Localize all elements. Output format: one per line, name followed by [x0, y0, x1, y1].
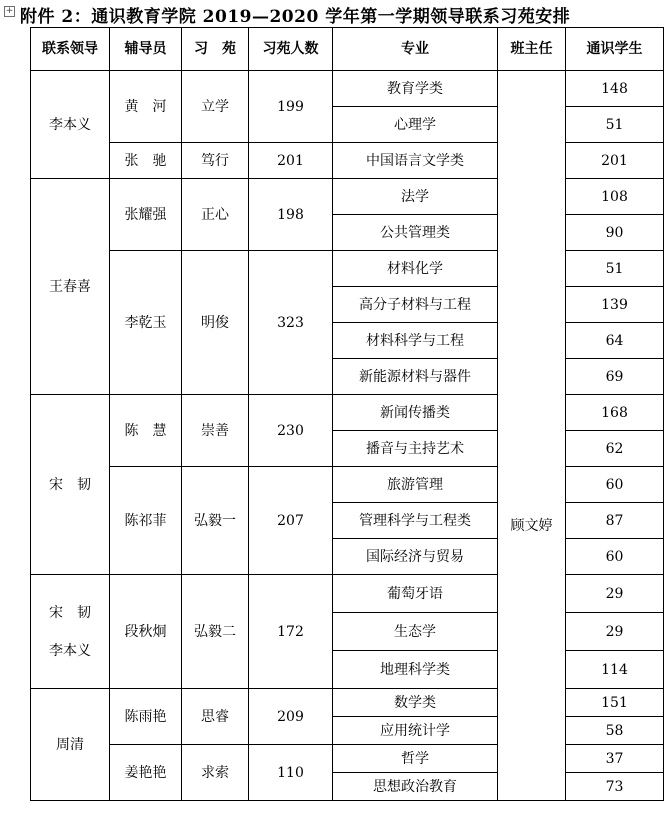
- house-count-cell: 207: [249, 467, 333, 575]
- major-cell: 中国语言文学类: [333, 143, 498, 179]
- major-cell: 数学类: [333, 689, 498, 717]
- students-cell: 60: [566, 539, 664, 575]
- students-cell: 58: [566, 717, 664, 745]
- major-cell: 材料科学与工程: [333, 323, 498, 359]
- head-teacher-name: 顾文婷: [510, 517, 553, 534]
- students-cell: 108: [566, 179, 664, 215]
- counselor-cell: 陈祁菲: [110, 467, 182, 575]
- header-house: 习 苑: [182, 28, 249, 71]
- counselor-cell: 姜艳艳: [110, 745, 182, 801]
- house-cell: 思睿: [182, 689, 249, 745]
- students-cell: 60: [566, 467, 664, 503]
- leader-name: 李本义: [49, 642, 91, 659]
- students-cell: 90: [566, 215, 664, 251]
- major-cell: 思想政治教育: [333, 773, 498, 801]
- students-cell: 148: [566, 71, 664, 107]
- house-count-cell: 201: [249, 143, 333, 179]
- house-count-cell: 323: [249, 251, 333, 395]
- house-cell: 崇善: [182, 395, 249, 467]
- major-cell: 新闻传播类: [333, 395, 498, 431]
- major-cell: 生态学: [333, 613, 498, 651]
- major-cell: 地理科学类: [333, 651, 498, 689]
- counselor-cell: 张 驰: [110, 143, 182, 179]
- students-cell: 168: [566, 395, 664, 431]
- header-students: 通识学生: [566, 28, 664, 71]
- house-cell: 弘毅一: [182, 467, 249, 575]
- students-cell: 51: [566, 251, 664, 287]
- house-cell: 弘毅二: [182, 575, 249, 689]
- table-row: [31, 143, 664, 179]
- students-cell: 151: [566, 689, 664, 717]
- major-cell: 公共管理类: [333, 215, 498, 251]
- house-cell: 正心: [182, 179, 249, 251]
- table-row: [31, 251, 664, 287]
- major-cell: 教育学类: [333, 71, 498, 107]
- header-major: 专业: [333, 28, 498, 71]
- table-row: [31, 179, 664, 215]
- students-cell: 37: [566, 745, 664, 773]
- students-cell: 29: [566, 575, 664, 613]
- house-count-cell: 198: [249, 179, 333, 251]
- table-row: [31, 689, 664, 717]
- counselor-cell: 陈雨艳: [110, 689, 182, 745]
- major-cell: 新能源材料与器件: [333, 359, 498, 395]
- counselor-cell: 李乾玉: [110, 251, 182, 395]
- table-move-handle-icon[interactable]: +: [5, 6, 14, 16]
- leader-cell: 李本义: [31, 71, 110, 179]
- table-row: [31, 467, 664, 503]
- major-cell: 哲学: [333, 745, 498, 773]
- students-cell: 69: [566, 359, 664, 395]
- major-cell: 播音与主持艺术: [333, 431, 498, 467]
- table-row: [31, 71, 664, 107]
- counselor-cell: 张耀强: [110, 179, 182, 251]
- students-cell: 87: [566, 503, 664, 539]
- leader-name: 宋 韧: [49, 604, 91, 621]
- table-row: [31, 395, 664, 431]
- students-cell: 62: [566, 431, 664, 467]
- house-cell: 笃行: [182, 143, 249, 179]
- header-head-teacher: 班主任: [498, 28, 566, 71]
- house-count-cell: 110: [249, 745, 333, 801]
- house-count-cell: 230: [249, 395, 333, 467]
- major-cell: 材料化学: [333, 251, 498, 287]
- major-cell: 葡萄牙语: [333, 575, 498, 613]
- house-cell: 明俊: [182, 251, 249, 395]
- house-count-cell: 172: [249, 575, 333, 689]
- table-row: [31, 575, 664, 613]
- students-cell: 114: [566, 651, 664, 689]
- students-cell: 64: [566, 323, 664, 359]
- students-cell: 201: [566, 143, 664, 179]
- major-cell: 心理学: [333, 107, 498, 143]
- counselor-cell: 段秋炯: [110, 575, 182, 689]
- leader-cell: 王春喜: [31, 179, 110, 395]
- house-cell: 立学: [182, 71, 249, 143]
- counselor-cell: 黄 河: [110, 71, 182, 143]
- house-count-cell: 209: [249, 689, 333, 745]
- leader-cell: 宋 韧: [31, 395, 110, 575]
- students-cell: 73: [566, 773, 664, 801]
- header-house-count: 习苑人数: [249, 28, 333, 71]
- major-cell: 国际经济与贸易: [333, 539, 498, 575]
- major-cell: 高分子材料与工程: [333, 287, 498, 323]
- table-row: [31, 745, 664, 773]
- counselor-cell: 陈 慧: [110, 395, 182, 467]
- leader-cell: 周清: [31, 689, 110, 801]
- major-cell: 管理科学与工程类: [333, 503, 498, 539]
- house-cell: 求索: [182, 745, 249, 801]
- students-cell: 139: [566, 287, 664, 323]
- house-count-cell: 199: [249, 71, 333, 143]
- header-counselor: 辅导员: [110, 28, 182, 71]
- major-cell: 应用统计学: [333, 717, 498, 745]
- table-header-row: [31, 28, 664, 71]
- page-title: 附件 2：通识教育学院 2019—2020 学年第一学期领导联系习苑安排: [20, 7, 571, 27]
- head-teacher-cell: [498, 71, 566, 801]
- major-cell: 法学: [333, 179, 498, 215]
- students-cell: 29: [566, 613, 664, 651]
- header-leader: 联系领导: [31, 28, 110, 71]
- leader-cell: [31, 575, 110, 689]
- major-cell: 旅游管理: [333, 467, 498, 503]
- arrangement-table: [30, 27, 664, 801]
- students-cell: 51: [566, 107, 664, 143]
